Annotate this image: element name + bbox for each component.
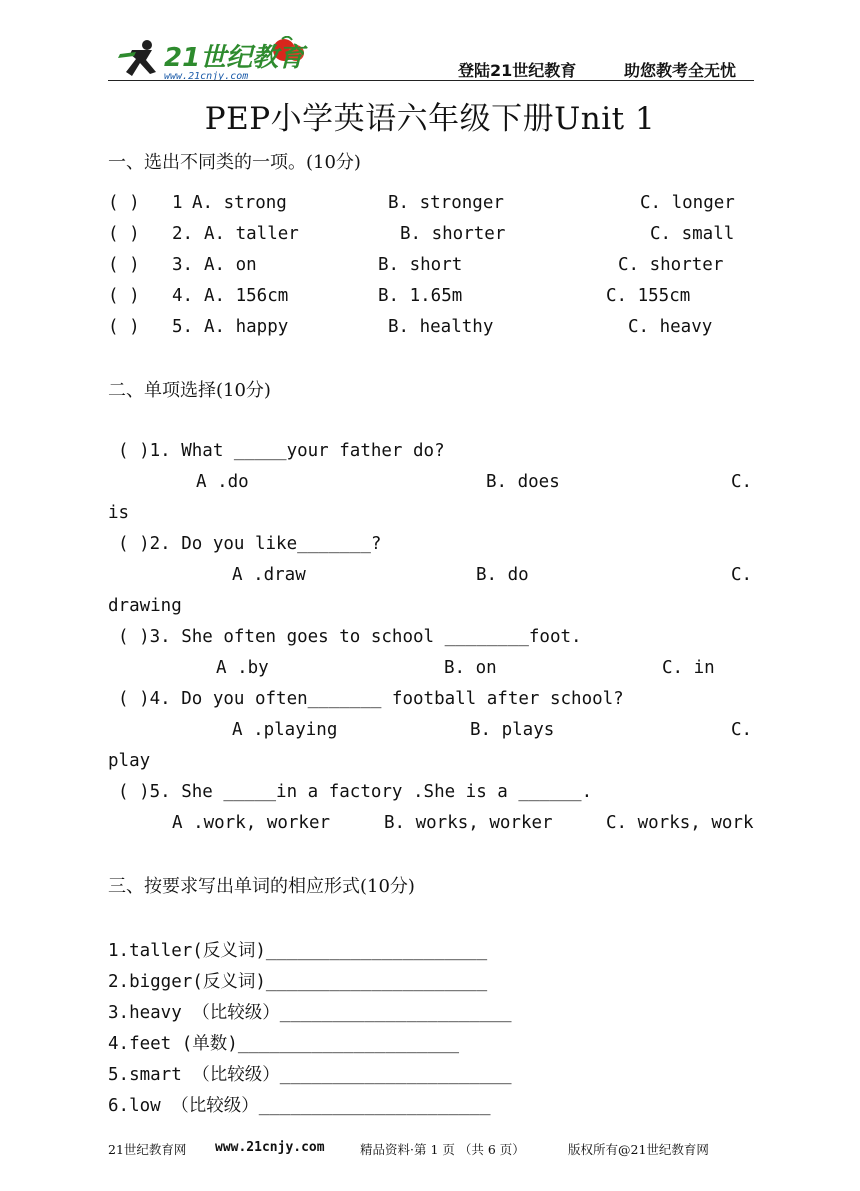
runner-icon [118,40,156,76]
answer-paren[interactable]: ( ) [108,286,140,306]
option-a: A. strong [192,193,287,213]
option-b: B. 1.65m [378,286,463,306]
logo-url: www.21cnjy.com [164,71,249,82]
fill-in-item[interactable]: 6.low （比较级）______________________ [108,1096,491,1116]
option-a: A. taller [204,224,299,244]
option-c-wrap: is [108,503,130,523]
footer-copyright: 版权所有@21世纪教育网 [568,1142,709,1157]
option-a: A .work, worker [172,813,331,833]
header-slogan-left: 登陆21世纪教育 [458,61,577,80]
option-b: B. shorter [400,224,506,244]
option-a: A .do [196,472,249,492]
fill-in-item[interactable]: 3.heavy （比较级）______________________ [108,1003,512,1023]
footer-site-name: 21世纪教育网 [108,1142,187,1157]
section1-heading: 一、选出不同类的一项。(10分) [108,152,361,173]
site-logo [112,36,312,82]
option-c: C. [731,472,753,492]
option-a: A. on [204,255,257,275]
header-divider [108,80,754,81]
fill-in-item[interactable]: 4.feet (单数)_____________________ [108,1034,460,1054]
answer-paren[interactable]: ( ) [108,255,140,275]
option-c: C. shorter [618,255,724,275]
fill-in-item[interactable]: 1.taller(反义词)_____________________ [108,941,488,961]
option-b: B. works, worker [384,813,553,833]
question-number: 1 [172,193,183,213]
option-c: C. in [662,658,715,678]
option-c: C. works, work [606,813,754,833]
question-number: 5. [172,317,194,337]
option-c: C. heavy [628,317,713,337]
option-a: A. 156cm [204,286,289,306]
option-b: B. healthy [388,317,494,337]
option-b: B. short [378,255,463,275]
section2-heading: 二、单项选择(10分) [108,380,271,401]
fill-in-item[interactable]: 5.smart （比较级）______________________ [108,1065,512,1085]
fill-in-item[interactable]: 2.bigger(反义词)_____________________ [108,972,488,992]
question-stem: ( )1. What _____your father do? [118,441,445,461]
option-c: C. small [650,224,735,244]
option-c: C. [731,565,753,585]
question-number: 2. [172,224,194,244]
answer-paren[interactable]: ( ) [108,317,140,337]
option-b: B. plays [470,720,555,740]
option-c: C. longer [640,193,735,213]
option-a: A .playing [232,720,338,740]
option-b: B. does [486,472,560,492]
option-c-wrap: play [108,751,151,771]
question-number: 4. [172,286,194,306]
option-b: B. on [444,658,497,678]
option-b: B. stronger [388,193,504,213]
answer-paren[interactable]: ( ) [108,193,140,213]
footer-page-info: 精品资料·第 1 页 （共 6 页） [360,1142,525,1157]
option-c: C. 155cm [606,286,691,306]
header-slogan-right: 助您教考全无忧 [624,61,737,80]
option-a: A .draw [232,565,306,585]
question-number: 3. [172,255,194,275]
section3-heading: 三、按要求写出单词的相应形式(10分) [108,876,415,897]
question-stem: ( )3. She often goes to school ________foot. [118,627,582,647]
option-c-wrap: drawing [108,596,182,616]
option-c: C. [731,720,753,740]
question-stem: ( )5. She _____in a factory .She is a ______. [118,782,593,802]
logo-text: 21世纪教育 [164,43,305,73]
option-b: B. do [476,565,529,585]
option-a: A. happy [204,317,289,337]
option-a: A .by [216,658,269,678]
footer-url-link[interactable]: www.21cnjy.com [215,1140,325,1155]
answer-paren[interactable]: ( ) [108,224,140,244]
page-title: PEP小学英语六年级下册Unit 1 [204,101,656,137]
question-stem: ( )4. Do you often_______ football after school? [118,689,624,709]
question-stem: ( )2. Do you like_______? [118,534,382,554]
